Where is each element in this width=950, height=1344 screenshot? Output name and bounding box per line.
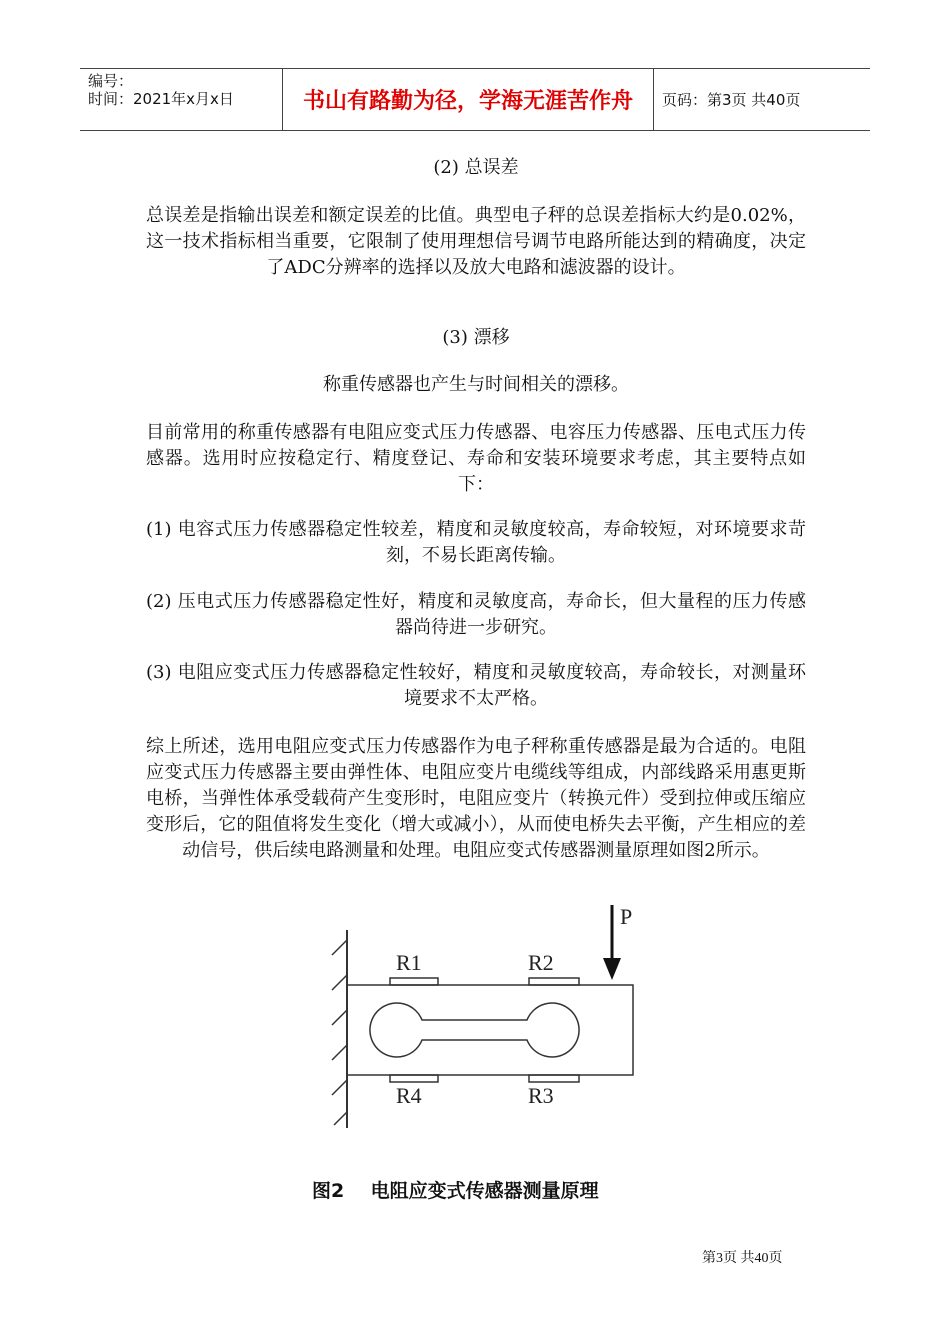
figure-caption: 图2 电阻应变式传感器测量原理 [312,1180,599,1202]
force-arrow-head [603,958,621,980]
list-item-piezoelectric: (2) 压电式压力传感器稳定性好，精度和灵敏度高，寿命长，但大量程的压力传感器尚待进一步研究。 [146,591,806,638]
section-heading-total-error: (2) 总误差 [433,157,519,178]
paragraph-drift: 称重传感器也产生与时间相关的漂移。 [323,374,629,395]
strain-gauge-r4 [390,1075,438,1082]
page-header [80,68,870,131]
strain-gauge-r1 [390,978,438,985]
label-r2: R2 [528,950,554,975]
strain-gauge-diagram [330,900,640,1140]
header-page-info: 页码：第3页 共40页 [662,91,801,109]
list-item-strain-gauge: (3) 电阻应变式压力传感器稳定性较好，精度和灵敏度较高，寿命较长，对测量环境要求不太严格。 [146,662,806,709]
list-item-capacitive: (1) 电容式压力传感器稳定性较差，精度和灵敏度较高，寿命较短，对环境要求苛刻，不易长距离传输。 [146,519,806,566]
paragraph-total-error: 总误差是指输出误差和额定误差的比值。典型电子秤的总误差指标大约是0.02%，这一技术指标相当重要，它限制了使用理想信号调节电路所能达到的精确度，决定了ADC分辨率的选择以及放大电路和滤波器的设计。 [146,205,806,278]
label-p: P [620,904,633,929]
paragraph-summary: 综上所述，选用电阻应变式压力传感器作为电子秤称重传感器是最为合适的。电阻应变式压力传感器主要由弹性体、电阻应变片电缆线等组成，内部线路采用惠更斯电桥，当弹性体承受载荷产生变形时，电阻应变片（转换元件）受到拉伸或压缩应变形后，它的阻值将发生变化（增大或减小），从而使电桥失去平衡，产生相应的差动信号，供后续电路测量和处理。电阻应变式传感器测量原理如图2所示。 [146,736,806,861]
header-divider [653,69,654,130]
dumbbell-hole [370,1003,579,1057]
strain-gauge-r2 [529,978,579,985]
label-r3: R3 [528,1083,554,1108]
header-motto: 书山有路勤为径，学海无涯苦作舟 [302,89,633,114]
label-r4: R4 [396,1083,422,1108]
wall-hatch [332,940,347,1125]
page-footer: 第3页 共40页 [702,1251,783,1266]
label-r1: R1 [396,950,422,975]
header-number-label: 编号： [88,72,134,90]
header-meta [80,69,282,130]
elastic-body [347,985,633,1075]
header-time-label: 时间：2021年x月x日 [88,90,234,108]
section-heading-drift: (3) 漂移 [442,327,510,348]
strain-gauge-r3 [529,1075,579,1082]
paragraph-common-sensors: 目前常用的称重传感器有电阻应变式压力传感器、电容压力传感器、压电式压力传感器。选用时应按稳定行、精度登记、寿命和安装环境要求考虑，其主要特点如下： [146,422,806,495]
